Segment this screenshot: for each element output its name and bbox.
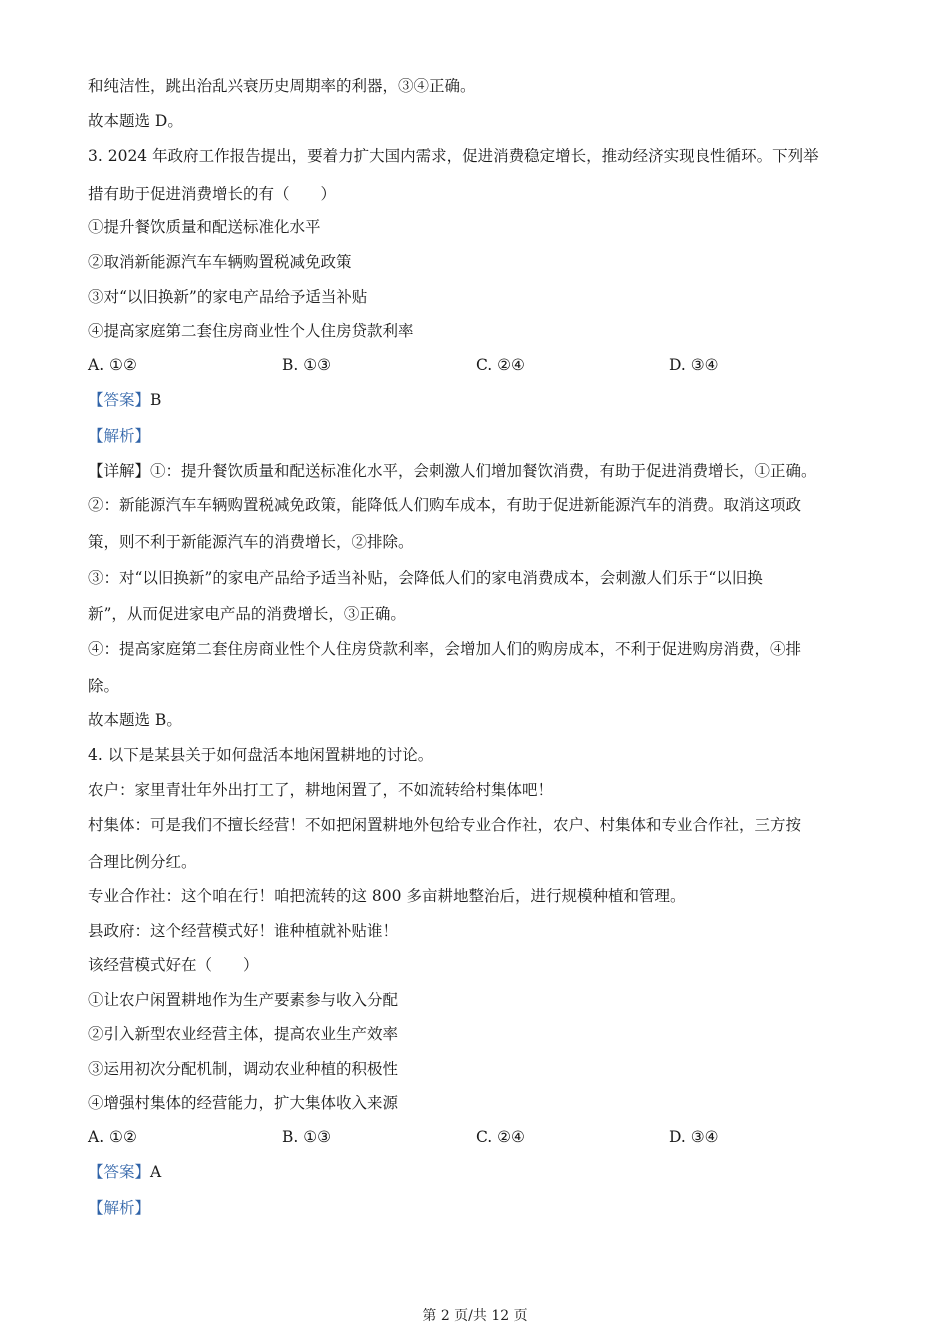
answer-value: B [150,391,162,409]
detail-text: ①：提升餐饮质量和配送标准化水平，会刺激人们增加餐饮消费，有助于促进消费增长，①正确。 [150,462,817,480]
question-4-text: 村集体：可是我们不擅长经营！不如把闲置耕地外包给专业合作社，农户、村集体和专业合作社，三方按 [88,816,802,834]
answer-tag: 【答案】 [88,391,151,409]
option-c: C. ②④ [476,356,525,374]
question-3-choice: ④提高家庭第二套住房商业性个人住房贷款利率 [88,322,414,340]
detail-line: 新”，从而促进家电产品的消费增长，③正确。 [88,605,406,623]
question-3-choice: ③对“以旧换新”的家电产品给予适当补贴 [88,288,368,306]
question-4-text: 专业合作社：这个咱在行！咱把流转的这 800 多亩耕地整治后，进行规模种植和管理。 [88,887,686,905]
detail-line: 故本题选 B。 [88,711,182,729]
analysis-line [88,1198,150,1218]
text-line: 和纯洁性，跳出治乱兴衰历史周期率的利器，③④正确。 [88,77,476,95]
question-3-choice: ②取消新能源汽车车辆购置税减免政策 [88,253,352,271]
answer-line [88,1162,161,1182]
detail-line: ④：提高家庭第二套住房商业性个人住房贷款利率，会增加人们的购房成本，不利于促进购房消费，④排 [88,640,802,658]
question-3-choice: ①提升餐饮质量和配送标准化水平 [88,218,321,236]
question-4-text: 合理比例分红。 [88,853,197,871]
analysis-tag: 【解析】 [88,1199,151,1217]
detail-line: ③：对“以旧换新”的家电产品给予适当补贴，会降低人们的家电消费成本，会刺激人们乐于“以旧换 [88,569,763,587]
option-b: B. ①③ [282,356,332,374]
detail-tag: 【详解】 [88,462,151,480]
detail-line: 策，则不利于新能源汽车的消费增长，②排除。 [88,533,414,551]
question-4-choice: ④增强村集体的经营能力，扩大集体收入来源 [88,1094,399,1112]
detail-line: 除。 [88,677,120,695]
page-footer: 第 2 页/共 12 页 [422,1308,528,1324]
question-4-choice: ③运用初次分配机制，调动农业种植的积极性 [88,1060,399,1078]
option-b: B. ①③ [282,1128,332,1146]
question-4-stem: 4. 以下是某县关于如何盘活本地闲置耕地的讨论。 [88,746,434,764]
question-4-choice: ②引入新型农业经营主体，提高农业生产效率 [88,1025,399,1043]
answer-line [88,390,161,410]
question-3-stem: 3. 2024 年政府工作报告提出，要着力扩大国内需求，促进消费稳定增长，推动经济实现良性循环。下列举 [88,147,819,165]
question-4-text: 县政府：这个经营模式好！谁种植就补贴谁！ [88,922,399,940]
detail-line [88,461,817,481]
text-line: 故本题选 D。 [88,112,183,130]
question-3-stem: 措有助于促进消费增长的有（ ） [88,185,337,203]
detail-line: ②：新能源汽车车辆购置税减免政策，能降低人们购车成本，有助于促进新能源汽车的消费。取消这项政 [88,496,802,514]
option-a: A. ①② [88,1128,137,1146]
question-4-text: 该经营模式好在（ ） [88,956,259,974]
question-4-choice: ①让农户闲置耕地作为生产要素参与收入分配 [88,991,399,1009]
option-c: C. ②④ [476,1128,525,1146]
analysis-tag: 【解析】 [88,427,151,445]
answer-value: A [150,1163,162,1181]
answer-tag: 【答案】 [88,1163,151,1181]
analysis-line [88,426,150,446]
option-a: A. ①② [88,356,137,374]
option-d: D. ③④ [669,1128,719,1146]
question-4-text: 农户：家里青壮年外出打工了，耕地闲置了，不如流转给村集体吧！ [88,781,554,799]
option-d: D. ③④ [669,356,719,374]
